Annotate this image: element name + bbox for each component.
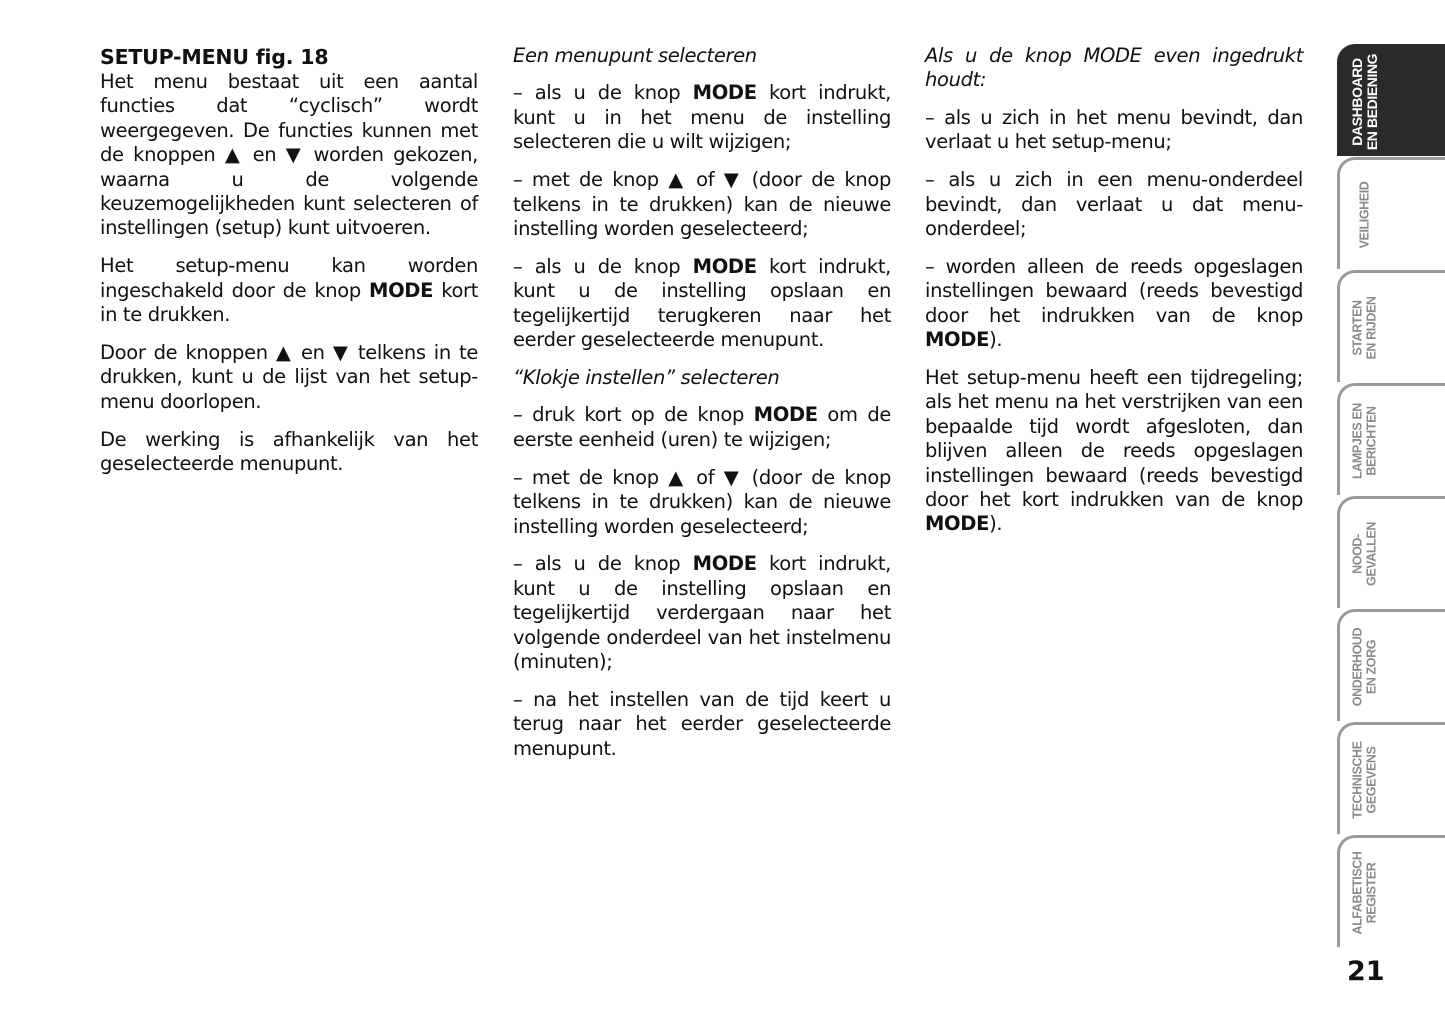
list-item: – met de knop ▲ of ▼ (door de knop telkens in te drukken) kan de nieuwe instelling worden geselecteerd; bbox=[513, 465, 891, 538]
text: kort indrukt, kunt u in het menu de instelling selecteren die u wilt wijzigen; bbox=[513, 81, 891, 154]
mode-keyword: MODE bbox=[753, 403, 818, 427]
tab-starten[interactable] bbox=[1337, 270, 1445, 382]
text: kort indrukt, kunt u de instelling opslaan en tegelijkertijd terugkeren naar het eerder geselecteerde menupunt. bbox=[513, 254, 891, 352]
text: Het setup-menu heeft een tijdregeling; als het menu na het verstrijken van een bepaalde tijd wordt afgesloten, dan blijven alleen de reeds opgeslagen instellingen bewaard (reeds bevestigd door het kort indrukken van de knop bbox=[925, 365, 1303, 511]
tab-dashboard[interactable] bbox=[1337, 44, 1445, 156]
tab-onderhoud[interactable] bbox=[1337, 609, 1445, 721]
mode-keyword: MODE bbox=[692, 254, 757, 278]
text: ). bbox=[989, 328, 1003, 352]
text: – als u de knop bbox=[513, 81, 693, 105]
list-item bbox=[513, 81, 891, 154]
list-item: – als u zich in het menu bevindt, dan verlaat u het setup-menu; bbox=[925, 105, 1303, 154]
column-1 bbox=[100, 44, 478, 490]
tab-noodgevallen[interactable] bbox=[1337, 496, 1445, 608]
text: – druk kort op de knop bbox=[513, 403, 754, 427]
list-item bbox=[925, 255, 1303, 353]
list-item bbox=[513, 255, 891, 353]
tab-lampjes[interactable] bbox=[1337, 383, 1445, 495]
tab-label: VEILIGHEID bbox=[1357, 181, 1372, 248]
paragraph bbox=[100, 254, 478, 327]
text: Het setup-menu kan worden ingeschakeld door de knop bbox=[100, 254, 478, 302]
paragraph: Door de knoppen ▲ en ▼ telkens in te drukken, kunt u de lijst van het setup-menu doorlopen. bbox=[100, 341, 478, 413]
tab-label: DASHBOARD EN BEDIENING bbox=[1349, 53, 1380, 150]
mode-keyword: MODE bbox=[925, 512, 990, 536]
list-item: – met de knop ▲ of ▼ (door de knop telkens in te drukken) kan de nieuwe instelling worden geselecteerd; bbox=[513, 168, 891, 240]
text: – worden alleen de reeds opgeslagen instellingen bewaard (reeds bevestigd door het indrukken van de knop bbox=[925, 254, 1303, 327]
page-number: 21 bbox=[1347, 956, 1385, 987]
text: om de eerste eenheid (uren) te wijzigen; bbox=[513, 403, 891, 451]
tab-veiligheid[interactable] bbox=[1337, 157, 1445, 269]
column-3 bbox=[925, 44, 1303, 550]
tab-label: ONDERHOUD EN ZORG bbox=[1350, 627, 1378, 706]
text: – als u de knop bbox=[513, 552, 693, 576]
mode-keyword: MODE bbox=[692, 81, 757, 105]
tab-technische[interactable] bbox=[1337, 722, 1445, 834]
paragraph: Het menu bestaat uit een aantal functies dat “cyclisch” wordt weergegeven. De functies kunnen met de knoppen ▲ en ▼ worden gekozen, waarna u de volgende keuzemogelijkheden kunt selecteren of instellingen (setup) kunt uitvoeren. bbox=[100, 70, 478, 240]
text: – als u de knop bbox=[513, 254, 693, 278]
subheading: Een menupunt selecteren bbox=[513, 44, 757, 67]
tab-register[interactable] bbox=[1337, 835, 1445, 947]
paragraph bbox=[925, 366, 1303, 537]
chapter-tabs bbox=[1337, 44, 1445, 948]
text: ). bbox=[989, 512, 1003, 536]
list-item bbox=[513, 552, 891, 674]
mode-keyword: MODE bbox=[369, 278, 434, 302]
tab-label: TECHNISCHE GEGEVENS bbox=[1350, 740, 1378, 819]
tab-label: STARTEN EN RIJDEN bbox=[1350, 295, 1378, 360]
tab-label: NOOD- GEVALLEN bbox=[1350, 521, 1378, 586]
list-item: – als u zich in een menu-onderdeel bevindt, dan verlaat u dat menu-onderdeel; bbox=[925, 168, 1303, 240]
section-heading: SETUP-MENU fig. 18 bbox=[100, 45, 329, 69]
text: kort in te drukken. bbox=[100, 278, 478, 327]
tab-label: ALFABETISCH REGISTER bbox=[1350, 850, 1378, 935]
paragraph: De werking is afhankelijk van het geselecteerde menupunt. bbox=[100, 427, 478, 476]
list-item bbox=[513, 403, 891, 452]
list-item: – na het instellen van de tijd keert u terug naar het eerder geselecteerde menupunt. bbox=[513, 687, 891, 760]
subheading: “Klokje instellen” selecteren bbox=[513, 365, 780, 389]
mode-keyword: MODE bbox=[692, 552, 757, 576]
column-2 bbox=[513, 44, 891, 775]
mode-keyword: MODE bbox=[925, 328, 990, 352]
tab-label: LAMPJES EN BERICHTEN bbox=[1350, 402, 1378, 479]
text: kort indrukt, kunt u de instelling opslaan en tegelijkertijd verdergaan naar het volgende onderdeel van het instelmenu (minuten); bbox=[513, 552, 891, 674]
subheading: Als u de knop MODE even ingedrukt houdt: bbox=[925, 44, 1303, 92]
